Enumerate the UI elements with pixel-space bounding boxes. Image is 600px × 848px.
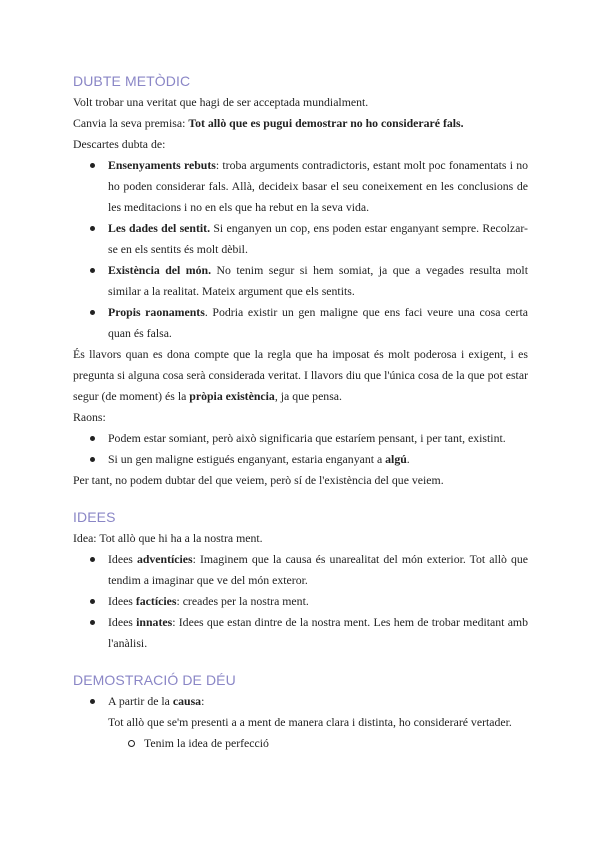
list-item: Tenim la idea de perfecció xyxy=(73,733,528,754)
list-item: Podem estar somiant, però això significaria que estaríem pensant, i per tant, existint. xyxy=(73,428,528,449)
list-item: Idees innates: Idees que estan dintre de la nostra ment. Les hem de trobar meditant amb l'anàlisi. xyxy=(73,612,528,654)
paragraph: Volt trobar una veritat que hagi de ser acceptada mundialment. xyxy=(73,95,369,109)
paragraph: És llavors quan es dona compte que la regla que ha imposat és molt poderosa i exigent, i es pregunta si alguna cosa serà considerada veritat. I llavors diu que l'única cosa de la que pot estar segur (de moment) és la pròpia existència, ja que pensa. xyxy=(73,347,528,403)
list-item: A partir de la causa: xyxy=(73,691,528,712)
list-item: Les dades del sentit. Si enganyen un cop, ens poden estar enganyant sempre. Recolzar-se en els sentits és molt dèbil. xyxy=(73,218,528,260)
sub-bullet-list xyxy=(73,733,528,754)
paragraph: Descartes dubta de: xyxy=(73,137,166,151)
document-body xyxy=(73,70,528,754)
list-item: Ensenyaments rebuts: troba arguments contradictoris, estant molt poc fonamentats i no ho poden considerar fals. Allà, decideix basar el seu coneixement en les conclusions de les meditacions i no en els que ha rebut en la seva vida. xyxy=(73,155,528,218)
list-item: Idees adventícies: Imaginem que la causa és unarealitat del món exterior. Tot allò que tendim a imaginar que ve del món exteror. xyxy=(73,549,528,591)
list-item: Propis raonaments. Podria existir un gen maligne que ens faci veure una cosa certa quan és falsa. xyxy=(73,302,528,344)
paragraph: Canvia la seva premisa: Tot allò que es pugui demostrar no ho consideraré fals. xyxy=(73,116,464,130)
bullet-list xyxy=(73,428,528,470)
paragraph: Per tant, no podem dubtar del que veiem, però sí de l'existència del que veiem. xyxy=(73,473,444,487)
bold-text: Tot allò que es pugui demostrar no ho consideraré fals. xyxy=(188,116,464,130)
bullet-list xyxy=(73,549,528,654)
list-item: Idees factícies: creades per la nostra ment. xyxy=(73,591,528,612)
bullet-list xyxy=(73,691,528,712)
section-heading-idees: IDEES xyxy=(73,509,116,525)
bullet-list xyxy=(73,155,528,344)
paragraph: Tot allò que se'm presenti a a ment de manera clara i distinta, ho consideraré vertader. xyxy=(108,715,512,729)
list-item: Existència del món. No tenim segur si hem somiat, ja que a vegades resulta molt similar a la realitat. Mateix argument que els sentits. xyxy=(73,260,528,302)
section-heading-dubte: DUBTE METÒDIC xyxy=(73,73,191,89)
section-heading-deu: DEMOSTRACIÓ DE DÉU xyxy=(73,672,236,688)
list-item: Si un gen maligne estigués enganyant, estaria enganyant a algú. xyxy=(73,449,528,470)
paragraph: Idea: Tot allò que hi ha a la nostra ment. xyxy=(73,531,263,545)
paragraph: Raons: xyxy=(73,410,106,424)
